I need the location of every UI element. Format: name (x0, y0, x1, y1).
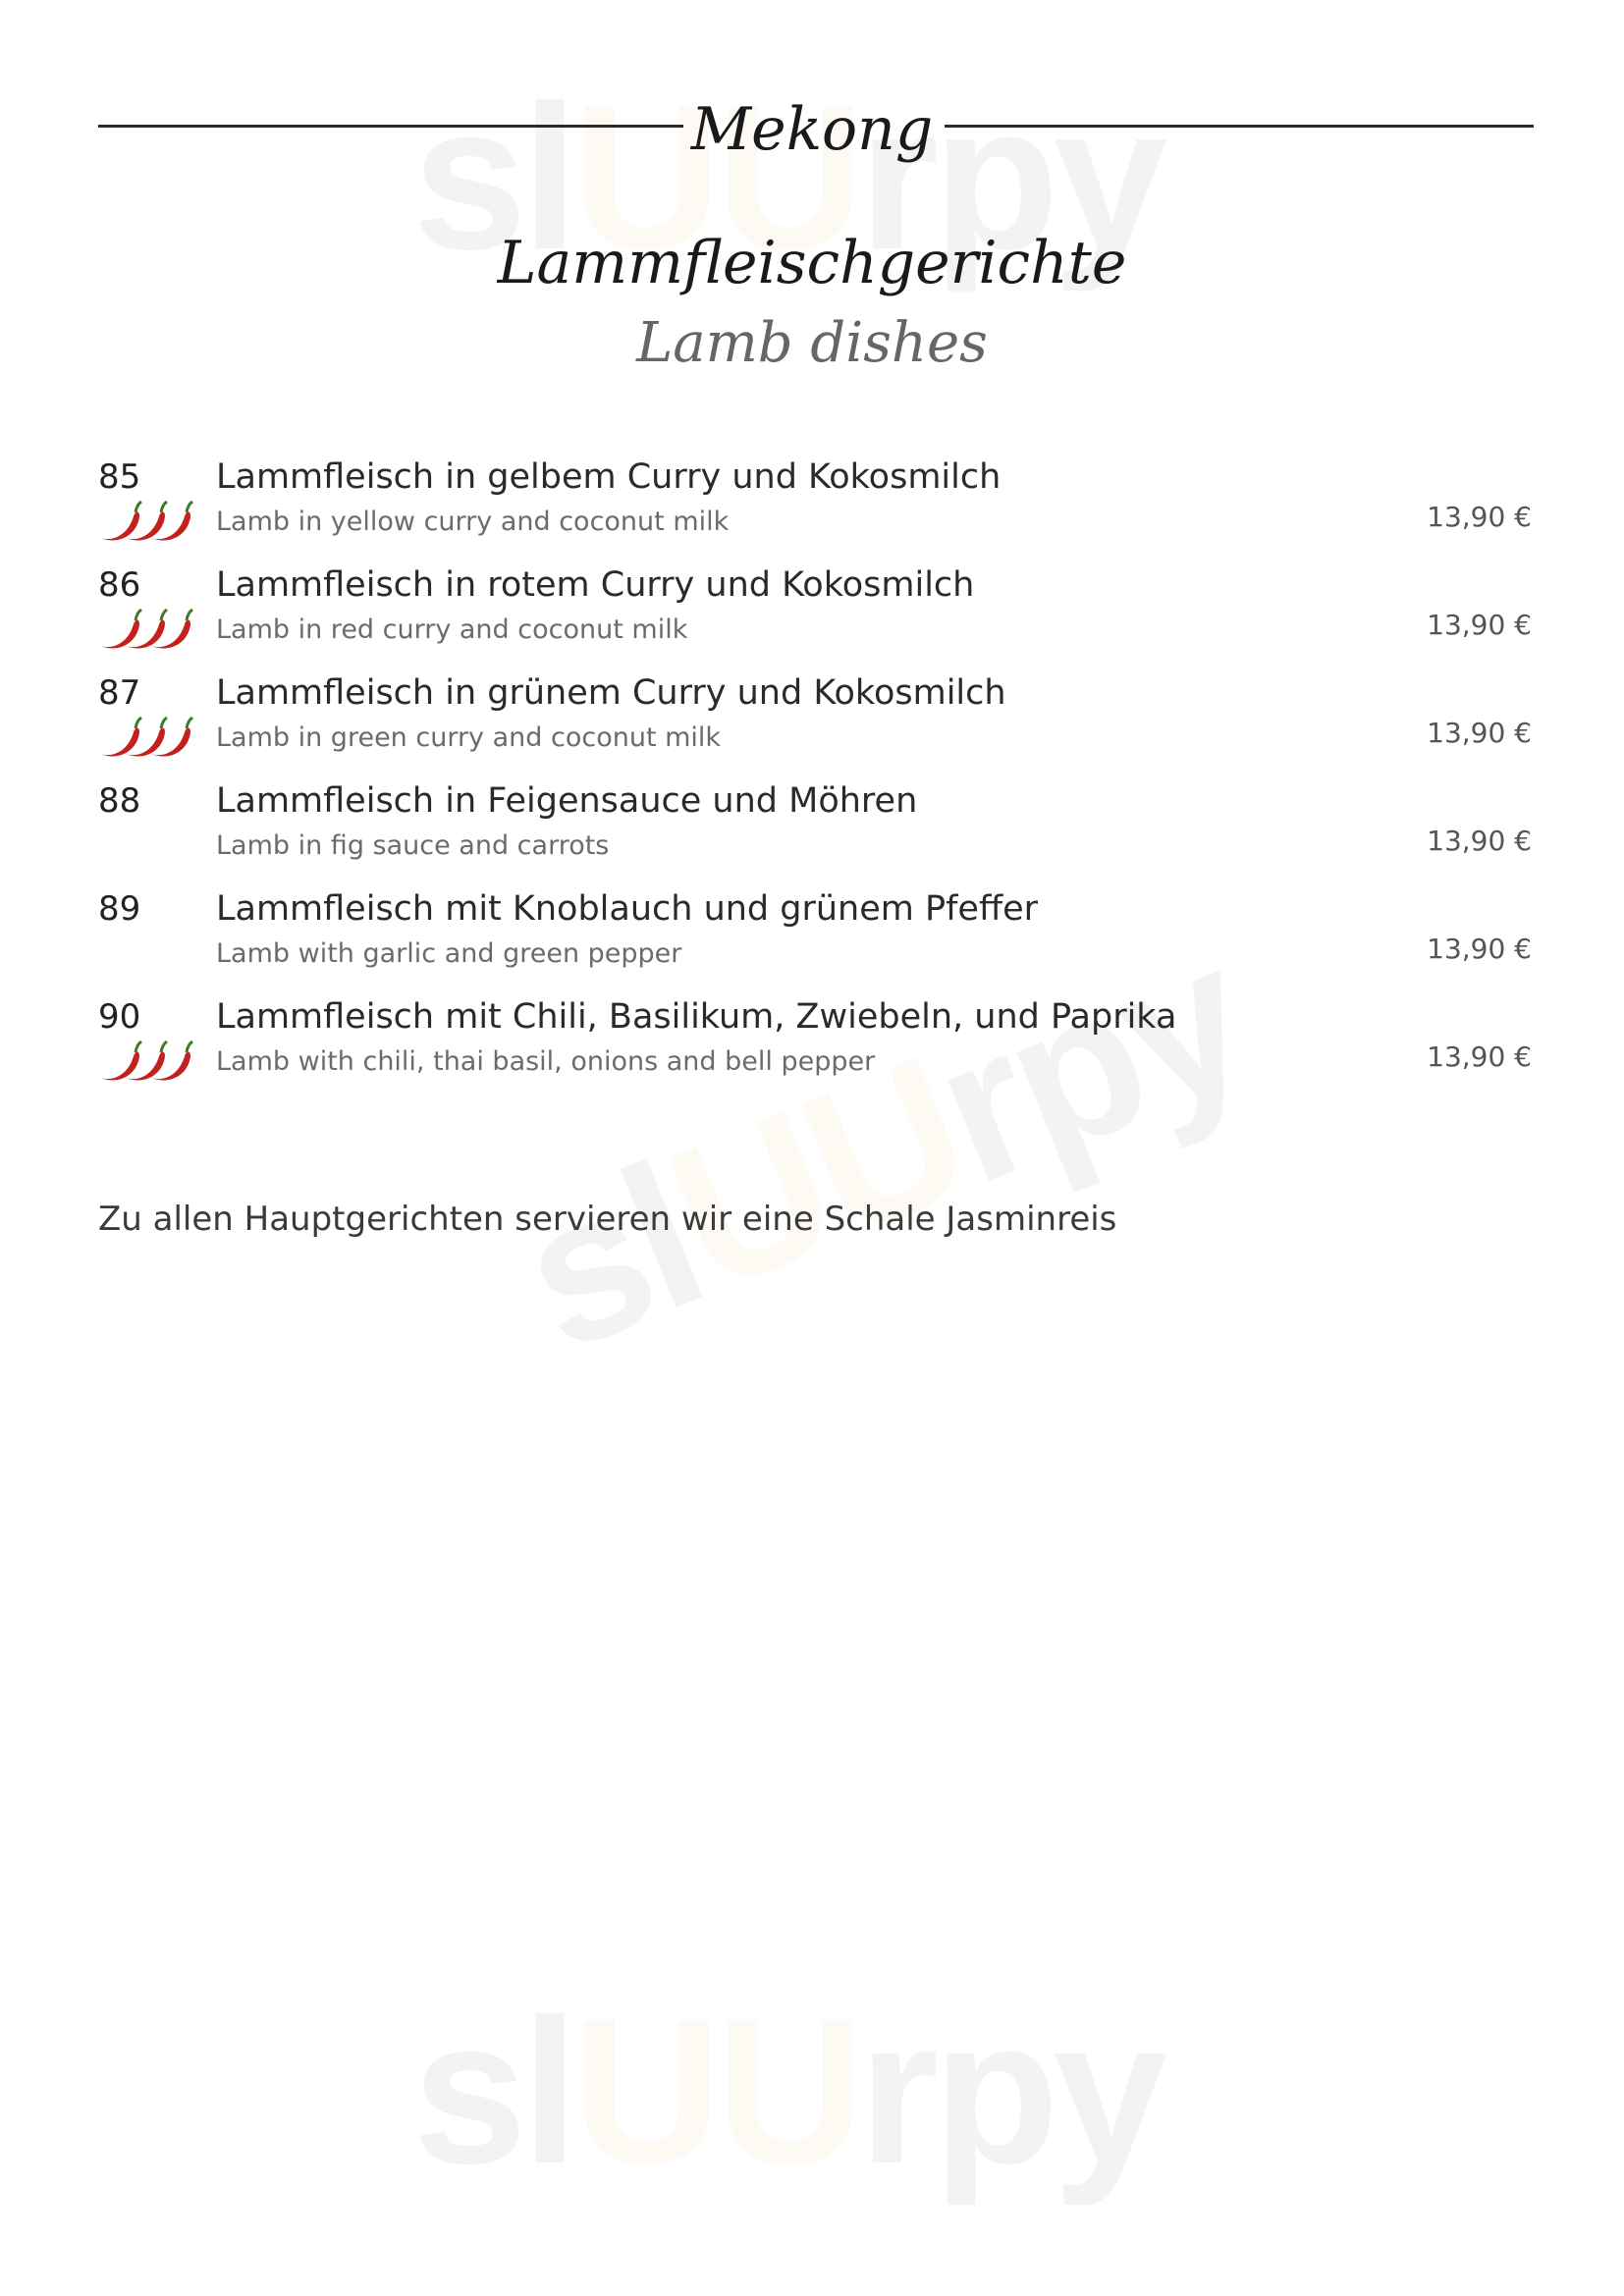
restaurant-name: Mekong (690, 95, 934, 164)
item-name-german: Lammfleisch in Feigensauce und Möhren (216, 781, 918, 821)
chili-pepper-icon (98, 715, 202, 764)
item-name-english: Lamb with garlic and green pepper (216, 938, 682, 969)
menu-item (98, 781, 1532, 889)
item-number: 90 (98, 997, 141, 1037)
item-name-english: Lamb in red curry and coconut milk (216, 614, 688, 645)
item-name-german: Lammfleisch in grünem Curry und Kokosmilch (216, 673, 1006, 713)
item-price: 13,90 € (1427, 501, 1532, 533)
item-name-german: Lammfleisch in rotem Curry und Kokosmilch (216, 565, 975, 605)
item-number: 86 (98, 565, 141, 605)
chili-pepper-icon (98, 607, 202, 656)
item-name-english: Lamb in yellow curry and coconut milk (216, 507, 730, 537)
item-number: 89 (98, 889, 141, 929)
chili-pepper-icon (98, 499, 202, 548)
rice-footnote: Zu allen Hauptgerichten servieren wir eine Schale Jasminreis (98, 1200, 1117, 1239)
section-title-german: Lammfleischgerichte (497, 229, 1127, 297)
menu-item (98, 565, 1532, 673)
section-title-english: Lamb dishes (636, 311, 988, 375)
item-name-german: Lammfleisch in gelbem Curry und Kokosmilch (216, 457, 1001, 497)
item-name-english: Lamb in green curry and coconut milk (216, 722, 722, 753)
menu-list (98, 457, 1532, 1105)
item-price: 13,90 € (1427, 609, 1532, 641)
menu-item (98, 673, 1532, 781)
item-name-german: Lammfleisch mit Knoblauch und grünem Pfeffer (216, 889, 1038, 929)
watermark-logo (412, 1973, 1162, 2211)
menu-item (98, 457, 1532, 565)
menu-item (98, 997, 1532, 1105)
chili-pepper-icon (98, 1039, 202, 1088)
item-number: 85 (98, 457, 141, 497)
item-name-english: Lamb with chili, thai basil, onions and bell pepper (216, 1046, 876, 1077)
item-price: 13,90 € (1427, 825, 1532, 857)
item-number: 88 (98, 781, 141, 821)
menu-item (98, 889, 1532, 997)
item-name-german: Lammfleisch mit Chili, Basilikum, Zwiebeln, und Paprika (216, 997, 1177, 1037)
item-price: 13,90 € (1427, 933, 1532, 965)
item-name-english: Lamb in fig sauce and carrots (216, 830, 610, 861)
item-number: 87 (98, 673, 141, 713)
item-price: 13,90 € (1427, 1041, 1532, 1073)
item-price: 13,90 € (1427, 717, 1532, 749)
